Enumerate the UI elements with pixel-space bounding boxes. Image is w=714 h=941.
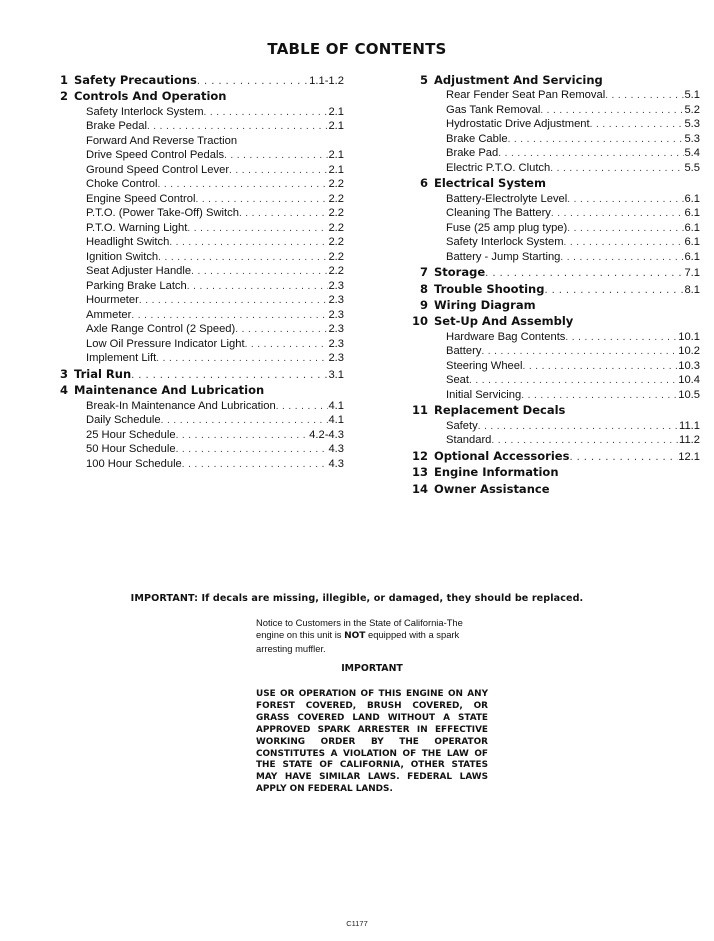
toc-entry: [48, 221, 344, 236]
dot-leader: [235, 322, 328, 338]
section-title: Electrical System: [434, 176, 546, 191]
entry-page: 6.1: [684, 221, 700, 234]
toc-entry: [408, 344, 700, 359]
toc-entry: [408, 192, 700, 207]
entry-page: 11.2: [679, 434, 700, 447]
spark-arrester-warning: USE OR OPERATION OF THIS ENGINE ON ANY FOREST COVERED, BRUSH COVERED, OR GRASS COVERED LAND WITHOUT A STATE APPROVED SPARK ARRESTER IN EFFECTIVE WORKING ORDER BY THE OPERATOR CONSTITUTES A VIOLATION OF THE LAW OF THE STATE OF CALIFORNIA, OTHER STATES MAY HAVE SIMILAR LAWS. FEDERAL LAWS APPLY ON FEDERAL LANDS.: [256, 689, 488, 795]
dot-leader: [540, 103, 684, 119]
entry-label: Seat: [446, 374, 470, 387]
entry-label: Safety: [446, 419, 478, 432]
toc-section-4: [48, 382, 344, 398]
entry-label: Steering Wheel: [446, 359, 523, 372]
entry-label: Electric P.T.O. Clutch: [446, 161, 551, 174]
entry-label: Low Oil Pressure Indicator Light: [86, 337, 245, 350]
toc-entry: [48, 351, 344, 366]
entry-page: 2.2: [328, 250, 344, 263]
section-title: Wiring Diagram: [434, 298, 536, 313]
dot-leader: [551, 206, 685, 222]
entry-page: 2.2: [328, 221, 344, 234]
section-title: Maintenance And Lubrication: [74, 383, 265, 398]
toc-entry: [408, 388, 700, 403]
toc-entry: [48, 235, 344, 250]
toc-entry: [48, 399, 344, 414]
toc-entry: [408, 373, 700, 388]
entry-label: Daily Schedule: [86, 414, 161, 427]
entry-label: Brake Pedal: [86, 120, 147, 133]
dot-leader: [544, 281, 684, 299]
dot-leader: [191, 264, 328, 280]
entry-page: 2.2: [328, 265, 344, 278]
section-page: 12.1: [678, 450, 700, 463]
dot-leader: [156, 351, 328, 367]
dot-leader: [176, 442, 329, 458]
section-title: Trouble Shooting: [434, 281, 545, 296]
toc-entry: [408, 359, 700, 374]
section-page: 8.1: [684, 283, 700, 296]
entry-page: 2.3: [328, 352, 344, 365]
entry-page: 2.3: [328, 294, 344, 307]
entry-label: Hydrostatic Drive Adjustment: [446, 118, 590, 131]
entry-page: 10.2: [678, 345, 700, 358]
section-title: Trial Run: [74, 366, 132, 381]
entry-label: Ammeter: [86, 308, 132, 321]
toc-section-14: [408, 481, 700, 497]
section-number: 8: [419, 281, 428, 296]
entry-page: 5.4: [684, 147, 700, 160]
section-number: 3: [59, 366, 68, 381]
entry-page: 5.1: [684, 89, 700, 102]
section-number: 1: [59, 73, 68, 87]
california-notice: [256, 617, 488, 655]
toc-entry: [408, 433, 700, 448]
dot-leader: [182, 457, 329, 473]
entry-label: 100 Hour Schedule: [86, 457, 182, 470]
toc-section-2: [48, 88, 344, 104]
dot-leader: [481, 344, 678, 360]
entry-page: 6.1: [684, 192, 700, 205]
entry-page: 6.1: [684, 207, 700, 220]
entry-page: 2.2: [328, 236, 344, 249]
toc-section-13: [408, 464, 700, 480]
section-number: 13: [411, 465, 428, 480]
dot-leader: [161, 413, 329, 429]
entry-label: Ignition Switch: [86, 250, 159, 263]
entry-page: 2.1: [328, 149, 344, 162]
toc-left-column: [48, 72, 344, 471]
entry-label: Engine Speed Control: [86, 192, 196, 205]
section-number: 10: [411, 314, 428, 329]
entry-page: 5.2: [684, 103, 700, 116]
section-title: Engine Information: [434, 465, 559, 480]
toc-right-column: [408, 72, 700, 497]
dot-leader: [560, 250, 684, 266]
dot-leader: [564, 235, 685, 251]
entry-label: Brake Pad: [446, 147, 499, 160]
toc-entry: [48, 250, 344, 265]
entry-page: 2.2: [328, 192, 344, 205]
entry-label: Cleaning The Battery: [446, 207, 551, 220]
dot-leader: [491, 433, 679, 449]
entry-page: 11.1: [679, 419, 700, 432]
entry-page: 5.5: [684, 161, 700, 174]
section-number: 11: [411, 403, 428, 418]
section-title: Replacement Decals: [434, 403, 566, 418]
toc-entry: [408, 132, 700, 147]
toc-entry: [48, 413, 344, 428]
dot-leader: [590, 117, 685, 133]
entry-label: Implement Lift: [86, 352, 157, 365]
toc-section-8: [408, 281, 700, 297]
toc-entry: [48, 337, 344, 352]
entry-label: Choke Control: [86, 178, 158, 191]
toc-entry: [48, 105, 344, 120]
entry-label: Hourmeter: [86, 294, 139, 307]
section-number: 12: [411, 448, 428, 463]
dot-leader: [229, 163, 328, 179]
entry-label: P.T.O. Warning Light: [86, 221, 188, 234]
toc-entry: [408, 103, 700, 118]
entry-label: Hardware Bag Contents: [446, 330, 566, 343]
toc-entry: [48, 279, 344, 294]
toc-entry: [408, 88, 700, 103]
dot-leader: [276, 399, 329, 415]
entry-label: Ground Speed Control Lever: [86, 163, 230, 176]
important-heading: IMPORTANT: [341, 663, 403, 674]
dot-leader: [131, 308, 328, 324]
section-title: Adjustment And Servicing: [434, 73, 603, 87]
entry-page: 2.2: [328, 207, 344, 220]
entry-page: 2.1: [328, 120, 344, 133]
entry-label: Brake Cable: [446, 132, 508, 145]
page-title: TABLE OF CONTENTS: [267, 40, 447, 58]
toc-entry: [408, 419, 700, 434]
entry-page: 4.2-4.3: [309, 428, 344, 441]
dot-leader: [204, 105, 329, 121]
dot-leader: [239, 206, 328, 222]
section-number: 6: [419, 176, 428, 191]
entry-page: 10.1: [678, 330, 700, 343]
dot-leader: [508, 132, 685, 148]
entry-label: Seat Adjuster Handle: [86, 265, 192, 278]
entry-label: Battery - Jump Starting: [446, 250, 561, 263]
entry-page: 4.3: [328, 457, 344, 470]
section-number: 7: [419, 265, 428, 280]
entry-label: Initial Servicing: [446, 388, 522, 401]
entry-page: 2.1: [328, 163, 344, 176]
entry-page: 2.3: [328, 308, 344, 321]
dot-leader: [158, 250, 328, 266]
toc-entry: [48, 177, 344, 192]
dot-leader: [523, 359, 679, 375]
toc-entry: [408, 206, 700, 221]
dot-leader: [195, 192, 328, 208]
section-page: 1.1-1.2: [309, 75, 344, 87]
toc-entry: [48, 293, 344, 308]
entry-page: 2.3: [328, 323, 344, 336]
entry-label: Parking Brake Latch: [86, 279, 187, 292]
dot-leader: [565, 330, 678, 346]
entry-label: Break-In Maintenance And Lubrication: [86, 399, 276, 412]
entry-label: 50 Hour Schedule: [86, 443, 176, 456]
entry-label: Safety Interlock System: [446, 236, 564, 249]
section-number: 9: [419, 298, 428, 313]
toc-entry: [408, 161, 700, 176]
toc-entry: [408, 250, 700, 265]
entry-label: 25 Hour Schedule: [86, 428, 176, 441]
entry-label: Rear Fender Seat Pan Removal: [446, 89, 606, 102]
california-notice-text-end: equipped with a spark arresting muffler.: [256, 629, 460, 654]
section-title: Controls And Operation: [74, 89, 227, 104]
toc-entry: [48, 148, 344, 163]
section-number: 14: [411, 481, 428, 496]
toc-section-1: [48, 72, 344, 88]
entry-page: 10.3: [678, 359, 700, 372]
toc-section-9: [408, 297, 700, 313]
toc-entry: [48, 206, 344, 221]
entry-label: Forward And Reverse Traction: [86, 134, 238, 147]
document-code: C1177: [346, 919, 368, 928]
toc-entry: [48, 119, 344, 134]
entry-page: 4.1: [328, 399, 344, 412]
dot-leader: [478, 419, 679, 435]
entry-page: 5.3: [684, 132, 700, 145]
toc-entry: [48, 442, 344, 457]
toc-section-3: [48, 366, 344, 382]
toc-section-11: [408, 402, 700, 418]
entry-label: Axle Range Control (2 Speed): [86, 323, 236, 336]
dot-leader: [169, 235, 328, 251]
section-title: Storage: [434, 265, 486, 280]
toc-section-5: [408, 72, 700, 88]
toc-section-10: [408, 313, 700, 329]
toc-entry: [408, 330, 700, 345]
toc-entry: [408, 221, 700, 236]
entry-page: 2.3: [328, 279, 344, 292]
dot-leader: [187, 279, 329, 295]
dot-leader: [469, 373, 678, 389]
dot-leader: [567, 192, 684, 208]
entry-label: Battery: [446, 345, 482, 358]
california-notice-text: Notice to Customers in the State of California-The engine on this unit is: [256, 617, 463, 641]
dot-leader: [605, 88, 684, 104]
dot-leader: [550, 161, 684, 177]
dot-leader: [176, 428, 310, 444]
decal-notice: IMPORTANT: If decals are missing, illegible, or damaged, they should be replaced.: [130, 593, 584, 604]
entry-page: 10.5: [678, 388, 700, 401]
entry-label: P.T.O. (Power Take-Off) Switch: [86, 207, 239, 220]
section-title: Owner Assistance: [434, 481, 550, 496]
toc-entry: [48, 264, 344, 279]
section-number: 4: [59, 383, 68, 398]
entry-label: Standard: [446, 434, 492, 447]
section-page: 7.1: [684, 267, 700, 280]
entry-page: 5.3: [684, 118, 700, 131]
entry-page: 4.1: [328, 414, 344, 427]
toc-entry: [48, 134, 344, 149]
dot-leader: [224, 148, 328, 164]
entry-label: Headlight Switch: [86, 236, 170, 249]
dot-leader: [498, 146, 684, 162]
toc-entry: [408, 235, 700, 250]
toc-entry: [408, 146, 700, 161]
dot-leader: [139, 293, 329, 309]
dot-leader: [245, 337, 329, 353]
dot-leader: [569, 448, 678, 466]
entry-page: 2.3: [328, 337, 344, 350]
california-notice-emphasis: NOT: [344, 631, 366, 642]
entry-label: Battery-Electrolyte Level: [446, 192, 568, 205]
dot-leader: [187, 221, 328, 237]
section-title: Safety Precautions: [74, 73, 197, 87]
toc-section-7: [408, 264, 700, 280]
section-number: 5: [419, 73, 428, 87]
toc-entry: [48, 322, 344, 337]
section-title: Optional Accessories: [434, 448, 570, 463]
entry-label: Drive Speed Control Pedals: [86, 149, 225, 162]
dot-leader: [521, 388, 678, 404]
dot-leader: [567, 221, 684, 237]
entry-page: 2.2: [328, 178, 344, 191]
toc-entry: [48, 457, 344, 472]
entry-label: Gas Tank Removal: [446, 103, 541, 116]
toc-entry: [48, 308, 344, 323]
toc-section-6: [408, 175, 700, 191]
entry-page: 2.1: [328, 105, 344, 118]
toc-entry: [408, 117, 700, 132]
entry-page: 6.1: [684, 236, 700, 249]
toc-entry: [48, 428, 344, 443]
toc-entry: [48, 163, 344, 178]
entry-page: 4.3: [328, 443, 344, 456]
entry-label: Fuse (25 amp plug type): [446, 221, 568, 234]
section-title: Set-Up And Assembly: [434, 314, 574, 329]
section-number: 2: [59, 89, 68, 104]
section-page: 3.1: [328, 368, 344, 381]
dot-leader: [147, 119, 328, 135]
toc-entry: [48, 192, 344, 207]
dot-leader: [158, 177, 329, 193]
toc-section-12: [408, 448, 700, 464]
entry-page: 10.4: [678, 374, 700, 387]
entry-page: 6.1: [684, 250, 700, 263]
entry-label: Safety Interlock System: [86, 105, 204, 118]
